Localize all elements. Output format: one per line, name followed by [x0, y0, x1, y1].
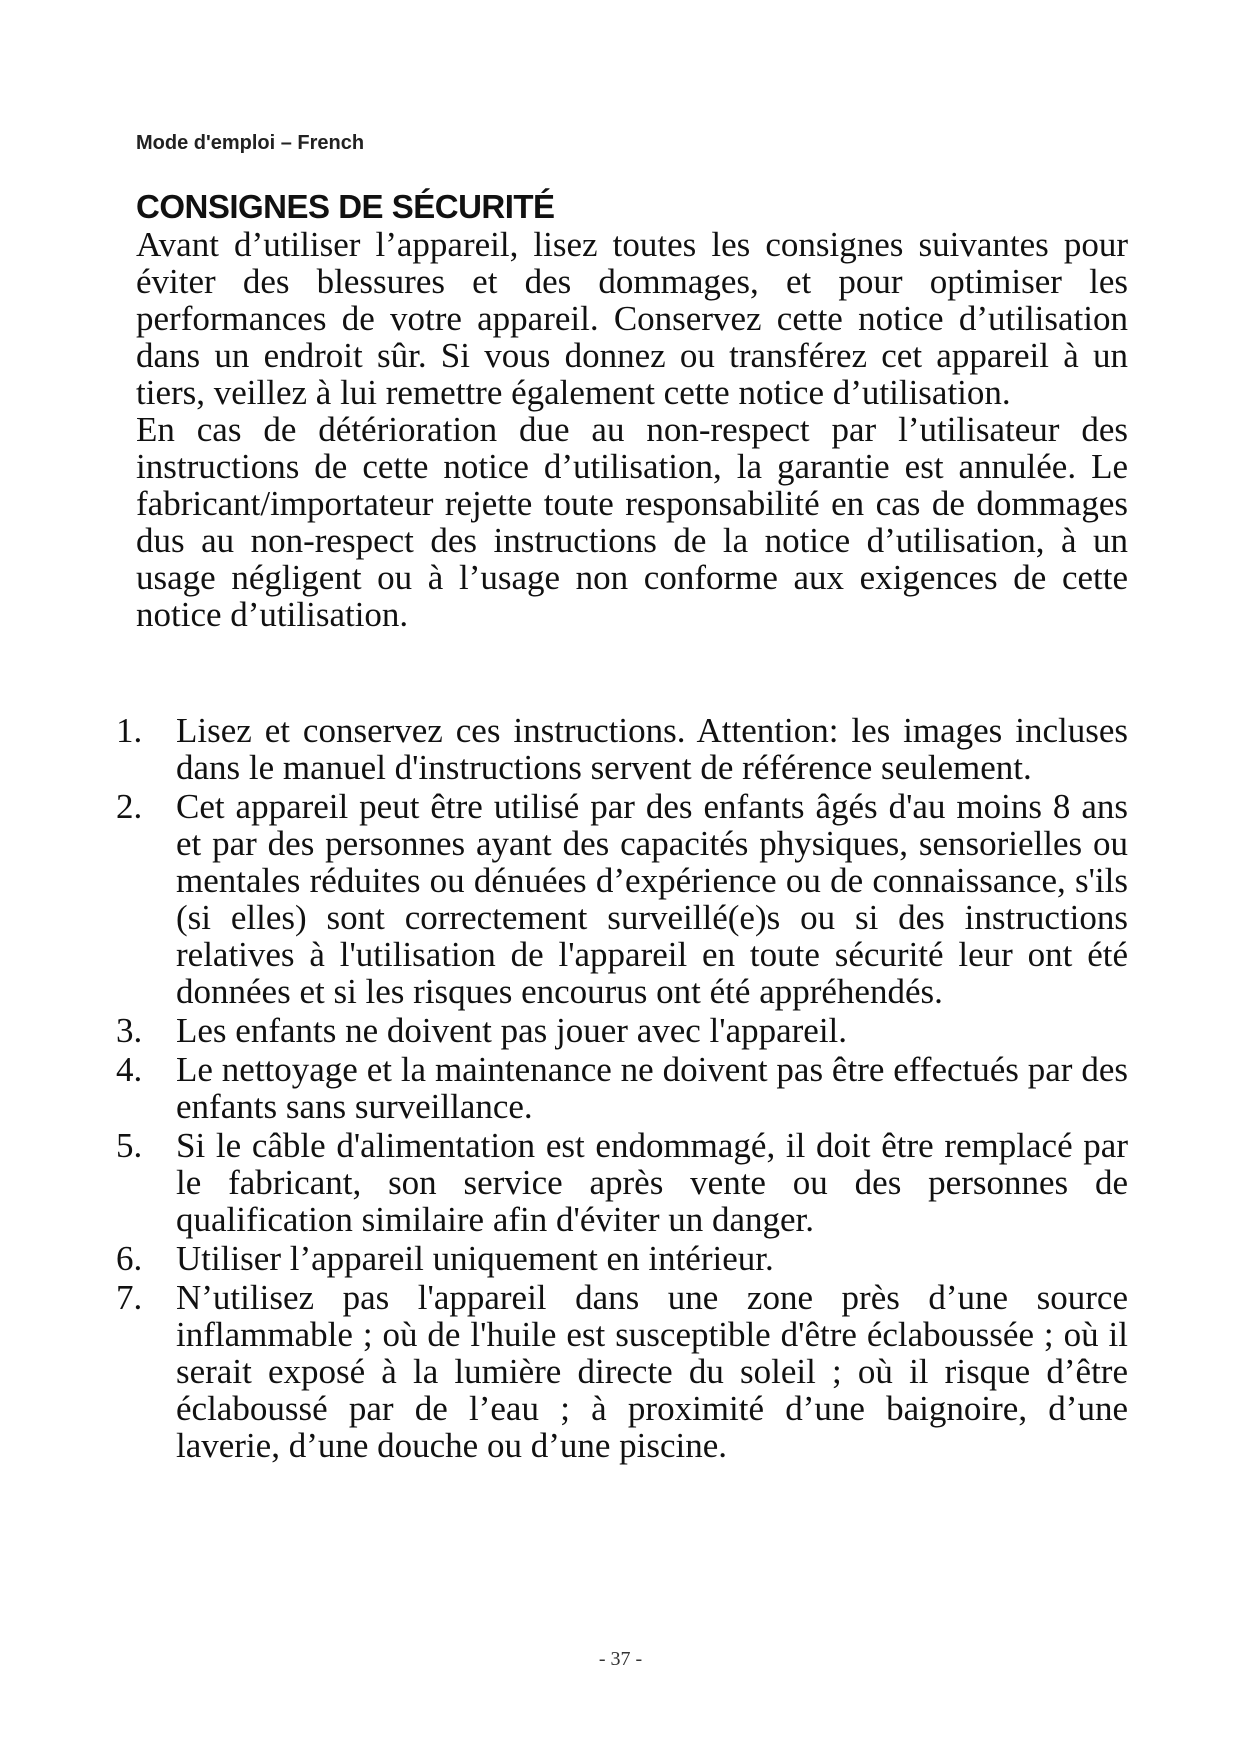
item-number: 1. — [116, 711, 143, 750]
safety-instructions-list — [116, 712, 1128, 1466]
item-text: Utiliser l’appareil uniquement en intérieur. — [176, 1239, 774, 1278]
list-item — [116, 788, 1128, 1010]
list-item — [116, 712, 1128, 786]
item-number: 2. — [116, 787, 143, 826]
document-header: Mode d'emploi – French — [136, 132, 365, 154]
item-text: Si le câble d'alimentation est endommagé, il doit être remplacé par le fabricant, son service après vente ou des personnes de qualification similaire afin d'éviter un danger. — [176, 1126, 1128, 1239]
item-number: 5. — [116, 1126, 143, 1165]
intro-text — [136, 226, 1128, 633]
item-text: N’utilisez pas l'appareil dans une zone près d’une source inflammable ; où de l'huile est susceptible d'être éclaboussée ; où il serait exposé à la lumière directe du soleil ; où il risque d’être éclaboussé par de l’eau ; à proximité d’une baignoire, d’une laverie, d’une douche ou d’une piscine. — [176, 1278, 1128, 1465]
item-number: 7. — [116, 1278, 143, 1317]
item-text: Cet appareil peut être utilisé par des enfants âgés d'au moins 8 ans et par des personnes ayant des capacités physiques, sensorielles ou mentales réduites ou dénuées d’expérience ou de connaissance, s'ils (si elles) sont correctement surveillé(e)s ou si des instructions relatives à l'utilisation de l'appareil en toute sécurité leur ont été données et si les risques encourus ont été appréhendés. — [176, 787, 1128, 1011]
section-title: CONSIGNES DE SÉCURITÉ — [136, 188, 555, 225]
intro-paragraph-1: Avant d’utiliser l’appareil, lisez toutes les consignes suivantes pour éviter des blessures et des dommages, et pour optimiser les performances de votre appareil. Conservez cette notice d’utilisation dans un endroit sûr. Si vous donnez ou transférez cet appareil à un tiers, veillez à lui remettre également cette notice d’utilisation. — [136, 225, 1128, 412]
item-text: Lisez et conservez ces instructions. Attention: les images incluses dans le manuel d'instructions servent de référence seulement. — [176, 711, 1128, 787]
list-item — [116, 1279, 1128, 1464]
intro-paragraph-2: En cas de détérioration due au non-respect par l’utilisateur des instructions de cette notice d’utilisation, la garantie est annulée. Le fabricant/importateur rejette toute responsabilité en cas de dommages dus au non-respect des instructions de la notice d’utilisation, à un usage négligent ou à l’usage non conforme aux exigences de cette notice d’utilisation. — [136, 410, 1128, 634]
item-text: Les enfants ne doivent pas jouer avec l'appareil. — [176, 1011, 848, 1050]
item-number: 6. — [116, 1239, 143, 1278]
list-item — [116, 1012, 1128, 1049]
item-number: 3. — [116, 1011, 143, 1050]
item-text: Le nettoyage et la maintenance ne doivent pas être effectués par des enfants sans surveillance. — [176, 1050, 1128, 1126]
page-number: - 37 - — [598, 1648, 643, 1670]
item-number: 4. — [116, 1050, 143, 1089]
list-item — [116, 1127, 1128, 1238]
list-item — [116, 1240, 1128, 1277]
list-item — [116, 1051, 1128, 1125]
